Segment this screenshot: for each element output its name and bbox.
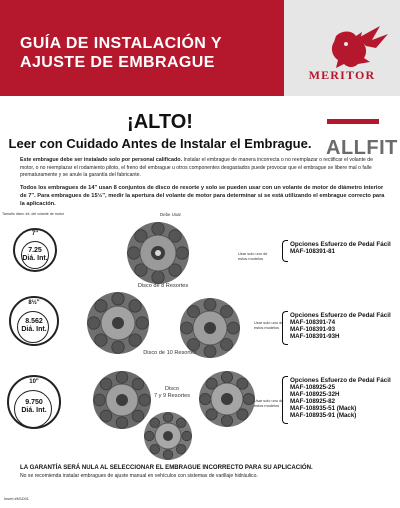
options-bracket-3 xyxy=(282,376,288,424)
disc-pad xyxy=(163,413,173,423)
part-number: MAF-108391-93H xyxy=(290,332,340,340)
intro-paragraph xyxy=(20,157,388,180)
disc-pad xyxy=(100,378,112,390)
flywheel-size-7in: 7" xyxy=(31,231,39,237)
clutch-disc-7-spring-a xyxy=(190,368,264,430)
insert-number: Insert #M1D01 xyxy=(4,497,29,501)
options-title-1: Opciones Esfuerzo de Pedal Fácil xyxy=(290,241,391,248)
use-only-one-note-1: Usar solo uno de estos modelos xyxy=(238,251,268,261)
caption-line: Disco xyxy=(165,386,179,392)
options-bracket-2 xyxy=(282,311,288,345)
disc-pad xyxy=(95,334,107,346)
options-title-3: Opciones Esfuerzo de Pedal Fácil xyxy=(290,377,391,384)
part-number: MAF-108935-51 (Mack) xyxy=(290,404,357,412)
options-bracket-1 xyxy=(282,240,288,262)
clutch-disc-8-spring xyxy=(118,219,198,287)
allfit-logo: ALLFIT xyxy=(326,137,398,159)
must-use-label: Debe Usar xyxy=(160,212,181,217)
part-number: MAF-108391-81 xyxy=(290,248,336,255)
clutch-disc-7-spring-b xyxy=(138,410,198,462)
warranty-warning: LA GARANTÍA SERÁ NULA AL SELECCIONAR EL EMBRAGUE INCORRECTO PARA SU APLICACIÓN. xyxy=(20,464,313,471)
intro-body: Instalar el embrague de manera incorrecta o no reemplazar o rectificar el volante de motor, o no reemplazar el rodamiento piloto, el freno del embrague u otros componentes desgastados puede provocar que el embrague se libere mal o falle prematuramente y se anule la garantía del fabricante. xyxy=(20,157,373,178)
title-line-1: GUÍA DE INSTALACIÓN Y xyxy=(20,35,222,52)
caption-line: 7 y 9 Resortes xyxy=(153,393,191,399)
part-number: MAF-108925-82 xyxy=(290,397,336,405)
disc-pad xyxy=(150,444,160,454)
use-only-one-note-2: Usar solo uno de estos modelos xyxy=(254,320,284,330)
caption-8-spring-disc: Disco de 8 Resortes xyxy=(137,283,189,289)
diameter-value: 7.25 xyxy=(28,247,42,254)
stop-heading: ¡ALTO! xyxy=(127,111,193,133)
intro-bold-lead: Este embrague debe ser instalado solo por personal calificado. xyxy=(20,157,183,163)
clutch-disc-10-spring-a xyxy=(78,289,158,357)
part-number: MAF-108935-91 (Mack) xyxy=(290,411,357,419)
disc-pad xyxy=(95,300,107,312)
title-line-2: AJUSTE DE EMBRAGUE xyxy=(20,54,215,71)
options-title-2: Opciones Esfuerzo de Pedal Fácil xyxy=(290,312,391,319)
disc-pad xyxy=(176,418,186,428)
disc-pad xyxy=(88,317,100,329)
diameter-unit: Diá. Int. xyxy=(22,255,48,262)
disc-pad xyxy=(221,415,232,426)
allfit-accent-bar xyxy=(327,119,379,124)
disc-pad xyxy=(163,450,173,460)
page-title xyxy=(20,34,222,72)
part-list-1 xyxy=(290,249,335,256)
disc-pad xyxy=(129,300,141,312)
disc-pad xyxy=(100,410,112,422)
disc-pad xyxy=(182,431,192,441)
disc-pad xyxy=(227,322,239,334)
part-number: MAF-108925-25 xyxy=(290,384,336,391)
disc-pad xyxy=(176,247,188,259)
disc-pad xyxy=(112,341,124,353)
disc-pad xyxy=(243,393,254,404)
diameter-unit: Diá. Int. xyxy=(21,326,47,333)
disc-pad xyxy=(204,299,216,311)
disc-pad xyxy=(150,418,160,428)
disc-pad xyxy=(221,372,232,383)
meritor-logo-text: MERITOR xyxy=(308,68,376,82)
flywheel-diameter-7in xyxy=(13,247,57,263)
flywheel-size-column-header: Tamaño diam. int. del volante de motor xyxy=(2,212,64,216)
disc-pad xyxy=(112,293,124,305)
disc-pad xyxy=(94,394,106,406)
caption-7-9-spring-disc xyxy=(144,386,200,400)
part-number: MAF-108925-32H xyxy=(290,390,340,398)
part-list-3 xyxy=(290,385,356,420)
disc-pad xyxy=(116,417,128,429)
disc-pad xyxy=(152,271,164,283)
diameter-value: 8.562 xyxy=(25,318,43,325)
disc-pad xyxy=(200,393,211,404)
part-number: MAF-108391-74 xyxy=(290,319,336,326)
disc-pad xyxy=(176,444,186,454)
flywheel-size-8-5in: 8½" xyxy=(28,300,40,306)
disc-pad xyxy=(129,334,141,346)
hydraulic-linkage-note: No se recomienda instalar embragues de ajuste manual en vehículos con sistemas de varillaje hidráulico. xyxy=(20,473,258,479)
disc-pad xyxy=(132,378,144,390)
flywheel-diameter-8-5in xyxy=(9,318,59,334)
disc-pad xyxy=(128,247,140,259)
part-list-2 xyxy=(290,320,340,341)
flywheel-diameter-10in xyxy=(7,399,61,415)
sizing-rule-paragraph: Todos los embragues de 14" usan 8 conjuntos de disco de resorte y solo se pueden usar con un volante de motor de diámetro interior de 7". Para embragues de 15½", medir la apertura del volante de motor para determinar si se está utilizando el embrague correcto para la aplicación. xyxy=(20,185,385,207)
flywheel-size-10in: 10" xyxy=(29,379,39,385)
use-only-one-note-3: Usar solo uno de estos modelos xyxy=(254,398,284,408)
disc-pad xyxy=(145,431,155,441)
read-carefully-subhead: Leer con Cuidado Antes de Instalar el Embrague. xyxy=(8,136,312,151)
disc-pad xyxy=(152,223,164,235)
diameter-unit: Diá. Int. xyxy=(21,407,47,414)
diameter-value: 9.750 xyxy=(25,399,43,406)
disc-pad xyxy=(181,322,193,334)
part-number: MAF-108391-93 xyxy=(290,325,336,333)
caption-10-spring-disc: Disco de 10 Resortes xyxy=(143,350,197,356)
disc-pad xyxy=(136,317,148,329)
disc-pad xyxy=(116,372,128,384)
